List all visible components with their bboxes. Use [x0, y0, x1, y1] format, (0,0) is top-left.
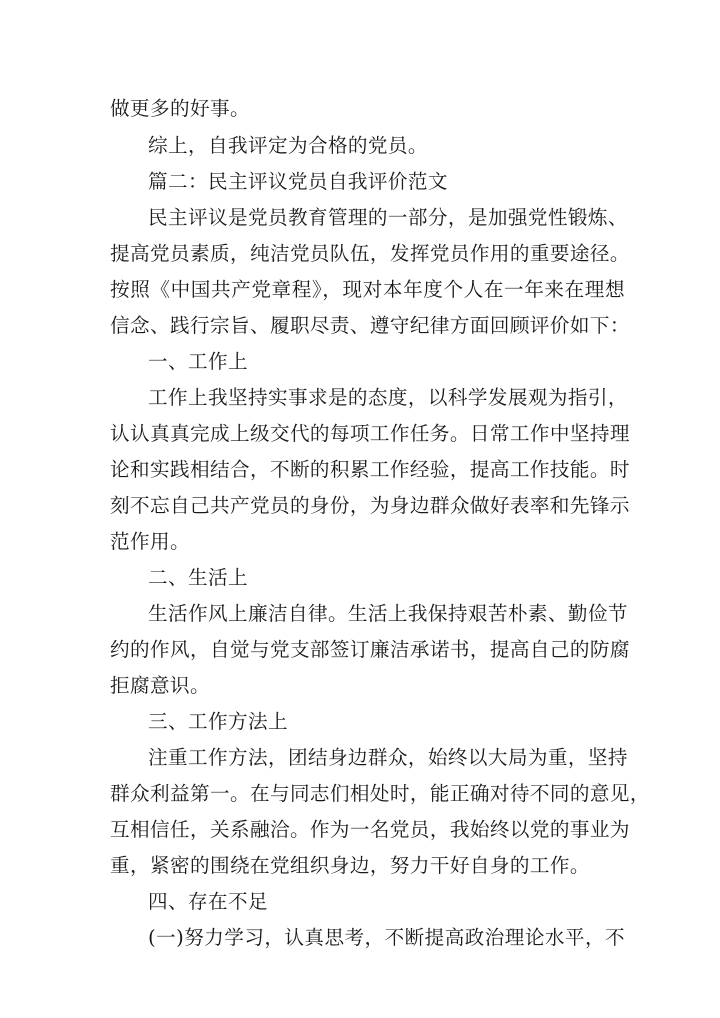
text-line: 群众利益第一。在与同志们相处时，能正确对待不同的意见， — [110, 782, 650, 805]
text-line: 认认真真完成上级交代的每项工作任务。日常工作中坚持理 — [110, 422, 630, 445]
text-line: 注重工作方法，团结身边群众，始终以大局为重，坚持 — [148, 746, 628, 769]
text-line: 范作用。 — [110, 530, 190, 553]
text-line: 刻不忘自己共产党员的身份，为身边群众做好表率和先锋示 — [110, 494, 630, 517]
text-line: 拒腐意识。 — [110, 674, 210, 697]
subsection-heading: 二、生活上 — [148, 566, 248, 589]
text-line: 生活作风上廉洁自律。生活上我保持艰苦朴素、勤俭节 — [148, 602, 628, 625]
text-line: 信念、践行宗旨、履职尽责、遵守纪律方面回顾评价如下： — [110, 314, 630, 337]
text-line: 民主评议是党员教育管理的一部分，是加强党性锻炼、 — [148, 206, 628, 229]
text-line: (一)努力学习，认真思考，不断提高政治理论水平，不 — [148, 926, 625, 949]
text-line: 综上，自我评定为合格的党员。 — [148, 134, 428, 157]
section-heading: 篇二：民主评议党员自我评价范文 — [148, 170, 448, 193]
text-line: 互相信任，关系融洽。作为一名党员，我始终以党的事业为 — [110, 818, 630, 841]
text-line: 按照《中国共产党章程》，现对本年度个人在一年来在理想 — [110, 278, 625, 301]
text-line: 提高党员素质，纯洁党员队伍，发挥党员作用的重要途径。 — [110, 242, 630, 265]
text-line: 重，紧密的围绕在党组织身边，努力干好自身的工作。 — [110, 854, 590, 877]
text-line: 论和实践相结合，不断的积累工作经验，提高工作技能。时 — [110, 458, 630, 481]
subsection-heading: 一、工作上 — [148, 350, 248, 373]
text-line: 工作上我坚持实事求是的态度，以科学发展观为指引， — [148, 386, 628, 409]
subsection-heading: 四、存在不足 — [148, 890, 268, 913]
text-line: 约的作风，自觉与党支部签订廉洁承诺书，提高自己的防腐 — [110, 638, 630, 661]
subsection-heading: 三、工作方法上 — [148, 710, 288, 733]
text-line: 做更多的好事。 — [110, 97, 250, 120]
